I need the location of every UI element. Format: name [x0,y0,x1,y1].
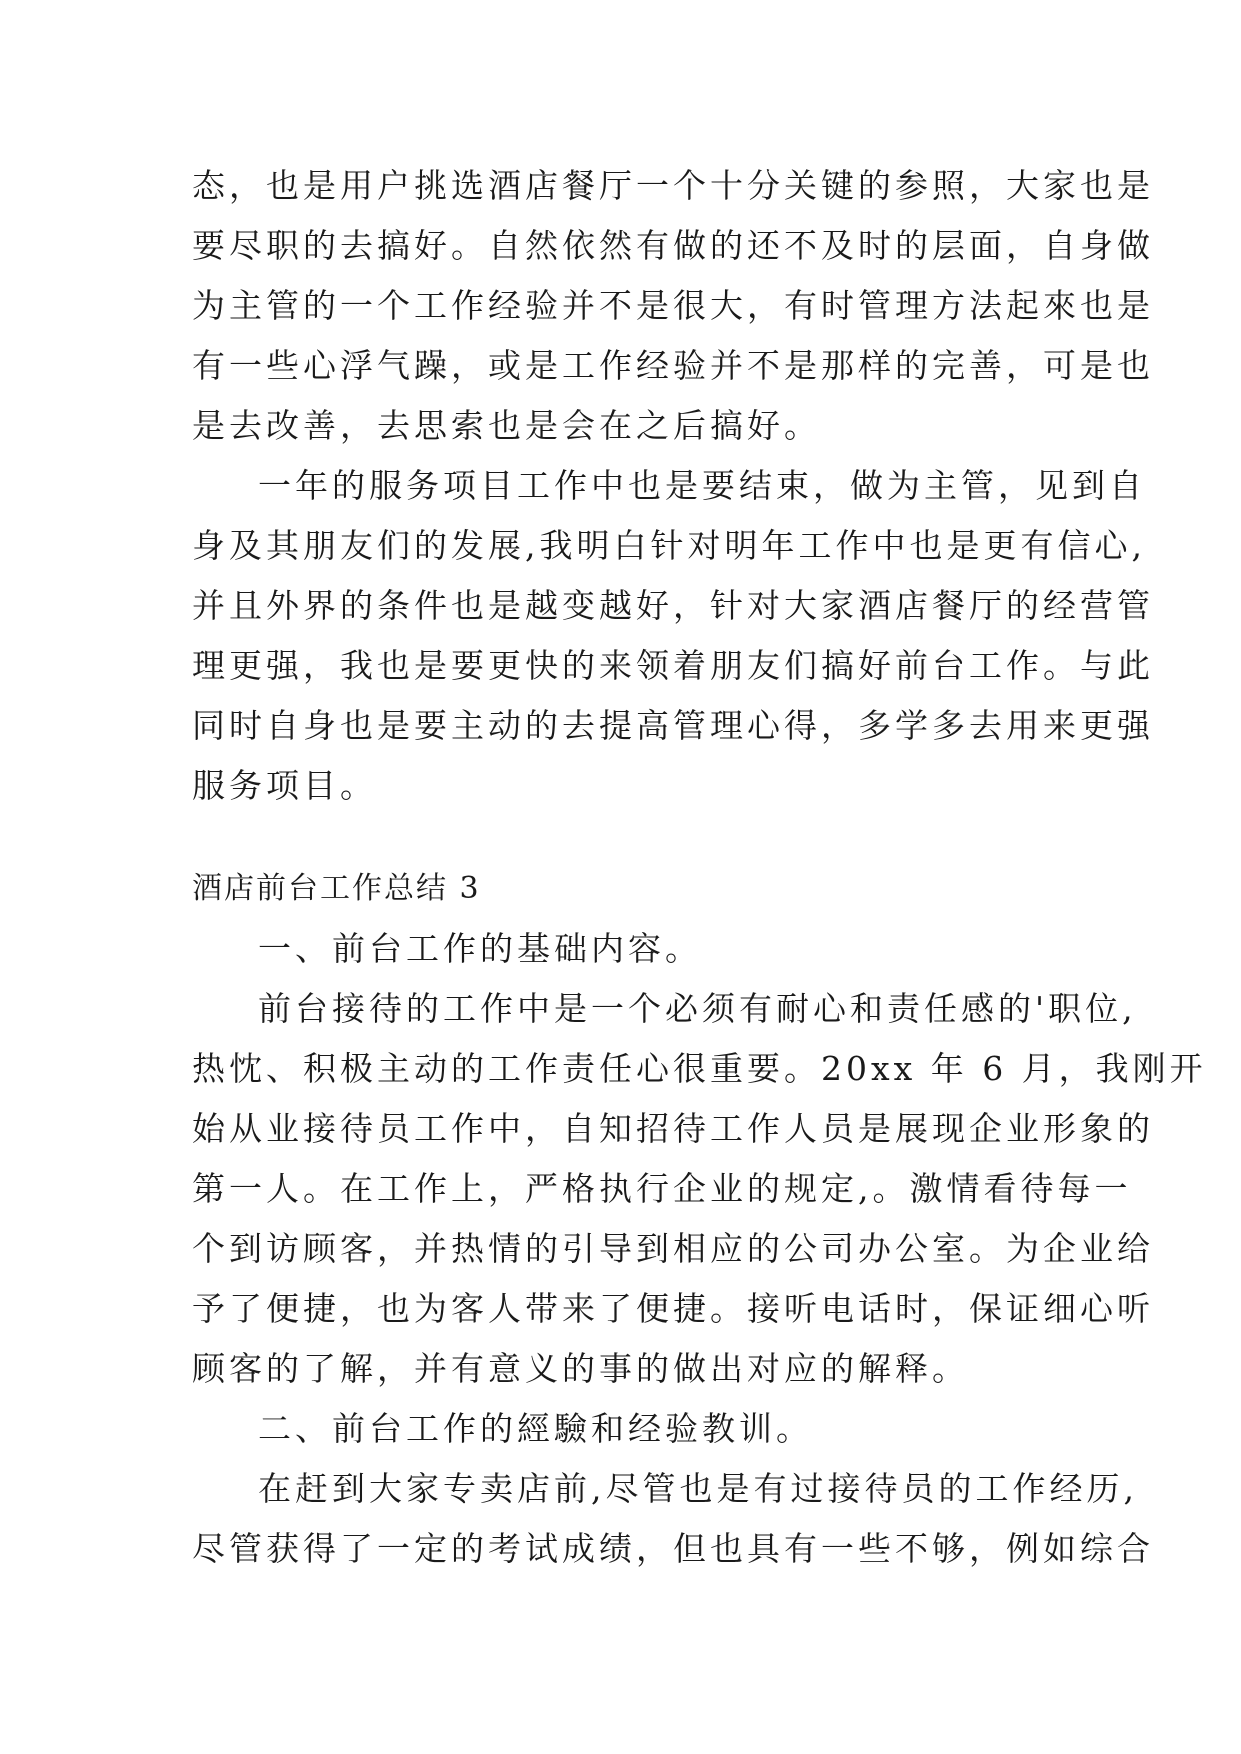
paragraph-line: 个到访顾客，并热情的引导到相应的公司办公室。为企业给 [192,1229,1154,1268]
paragraph-line: 为主管的一个工作经验并不是很大，有时管理方法起來也是 [192,286,1154,325]
section-heading: 酒店前台工作总结 3 [192,871,481,906]
paragraph-line: 身及其朋友们的发展,我明白针对明年工作中也是更有信心, [192,526,1146,565]
paragraph-line: 予了便捷，也为客人带来了便捷。接听电话时，保证细心听 [192,1289,1154,1328]
paragraph-line: 一年的服务项目工作中也是要结束，做为主管，见到自 [258,466,1146,505]
paragraph-line: 尽管获得了一定的考试成绩，但也具有一些不够，例如综合 [192,1529,1154,1568]
paragraph-line: 理更强，我也是要更快的来领着朋友们搞好前台工作。与此 [192,646,1154,685]
paragraph-line: 顾客的了解，并有意义的事的做出对应的解释。 [192,1349,969,1388]
paragraph-line: 服务项目。 [192,766,377,805]
paragraph-line: 并且外界的条件也是越变越好，针对大家酒店餐厅的经营管 [192,586,1154,625]
paragraph-line: 是去改善，去思索也是会在之后搞好。 [192,406,821,445]
paragraph-line: 有一些心浮气躁，或是工作经验并不是那样的完善，可是也 [192,346,1154,385]
subheading-line: 二、前台工作的經驗和经验教训。 [258,1409,813,1448]
paragraph-line: 前台接待的工作中是一个必须有耐心和责任感的'职位, [258,989,1137,1028]
subheading-line: 一、前台工作的基础内容。 [258,929,702,968]
paragraph-line: 态，也是用户挑选酒店餐厅一个十分关键的参照，大家也是 [192,166,1154,205]
paragraph-line: 要尽职的去搞好。自然依然有做的还不及时的层面，自身做 [192,226,1154,265]
paragraph-line: 第一人。在工作上，严格执行企业的规定,。激情看待每一 [192,1169,1132,1208]
paragraph-line: 同时自身也是要主动的去提高管理心得，多学多去用来更强 [192,706,1154,745]
paragraph-line: 始从业接待员工作中，自知招待工作人员是展现企业形象的 [192,1109,1154,1148]
paragraph-line: 热忱、积极主动的工作责任心很重要。20xx 年 6 月，我刚开 [192,1049,1207,1088]
paragraph-line: 在赶到大家专卖店前,尽管也是有过接待员的工作经历, [258,1469,1138,1508]
